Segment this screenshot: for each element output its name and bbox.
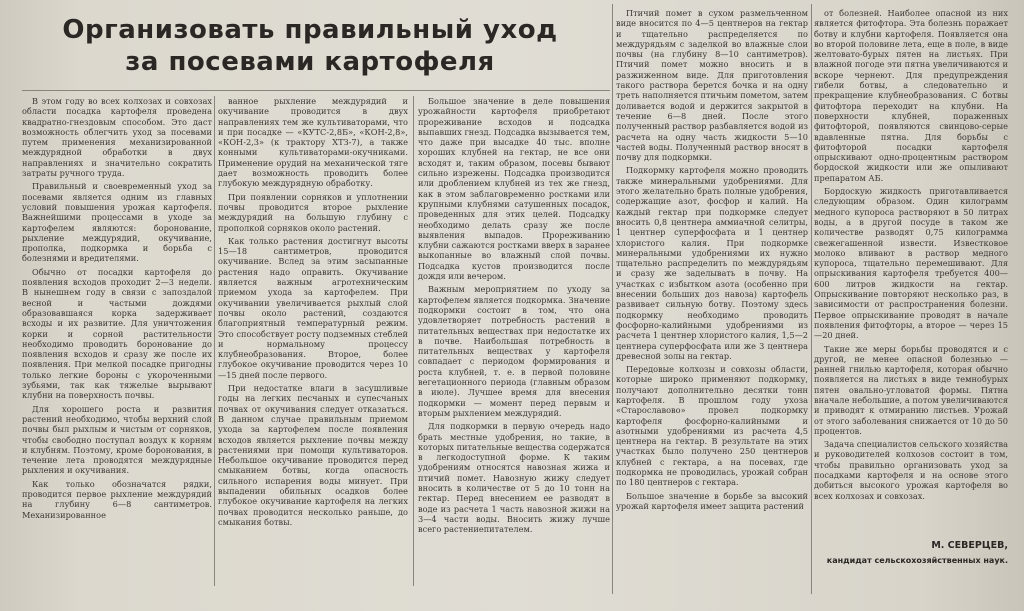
- col2-paragraph: При недостатке влаги в засушливые годы на легких песчаных и супесчаных почвах от окучивания следует отказаться. В данном случае правильным приемом ухода за картофелем после появления всходов является рыхление почвы между растениями при помощи культиваторов. Небольшое окучивание проводится перед смыканием ботвы, когда опасность сильного испарения воды минует. При выпадении обильных осадков более глубокое окучивание картофеля на легких почвах проводится несколько раньше, до смыкания ботвы.: [218, 383, 408, 527]
- col3-paragraph: Большое значение в деле повышения урожайности картофеля приобретают прореживание всходов и подсадка выпавших гнезд. Подсадка вызывается тем, что даже при высадке 40 тыс. вполне хороших клубней на гектар, не все они всходят и, таким образом, посевы бывают сильно изрежены. Подсадка производится или дроблением клубней из тех же гнезд, как в этом заблаговременно ростками или крупными клубнями сатушенных посадок, проведенных для этих целей. Подсадку необходимо делать сразу же после выявления выпадов. Прореживанию клубни сажаются ростками вверх в заранее выкопанные во влажный слой почвы. Подсадка кустов производится после дождя или вечером.: [418, 96, 610, 282]
- col2-paragraph: ванное рыхление междурядий и окучивание проводится в двух направлениях тем же культиваторами, что и при посадке — «КУТС-2,8Б», «КОН-2,8», «КОН-2,3» (к трактору ХТЗ-7), а также конными культиваторами-окучниками. Применение орудий на механической тяге дает возможность проводить более глубокую междурядную обработку.: [218, 96, 408, 189]
- column-rule-3: [612, 4, 613, 594]
- col2-paragraph: Как только растения достигнут высоты 15—18 сантиметров, проводится окучивание. Вслед за этим засыпанные растения надо оправить. Окучивание является важным агротехническим приемом ухода за картофелем. При окучивании увеличивается рыхлый слой почвы около растений, создаются благоприятный температурный режим. Это способствует росту подземных стеблей и нормальному процессу клубнеобразования. Второе, более глубокое окучивание проводится через 10—15 дней после первого.: [218, 235, 408, 380]
- article-column-2: [218, 96, 408, 586]
- col5-paragraph: Задача специалистов сельского хозяйства и руководителей колхозов состоит в том, чтобы правильно организовать уход за посадками картофеля и на основе этого добиться высокого урожая картофеля во всех колхозах и совхозах.: [814, 439, 1008, 501]
- col4-paragraph: Передовые колхозы и совхозы области, которые широко применяют подкормку, получают дополнительно десятки тонн картофеля. В прошлом году ухоза «Старославово» провел подкормку картофеля фосфорно-калийными и азотными удобрениями из расчета 4,5 центнера на гектар. В результате на этих участках было получено 250 центнеров клубней с гектара, а на посевах, где подкормка не проводилась, урожай собран по 180 центнеров с гектара.: [616, 364, 808, 488]
- col2-paragraph: При появлении сорняков и уплотнении почвы проводится второе рыхление междурядий на большую глубину с прополкой сорняков около растений.: [218, 191, 408, 233]
- headline-line-1: Организовать правильный уход: [62, 15, 558, 45]
- col5-paragraph: Такие же меры борьбы проводятся и с другой, не менее опасной болезнью — ранней гнилью картофеля, которая обычно появляется на листьях в виде темнобурых пятен овально-угловатой формы. Пятна вначале небольшие, а потом увеличиваются и приводят к отмиранию листьев. Урожай от этого заболевания снижается от 10 до 50 процентов.: [814, 343, 1008, 436]
- headline-line-2: за посевами картофеля: [125, 47, 495, 77]
- col1-paragraph: В этом году во всех колхозах и совхозах области посадка картофеля проведена квадратно-гнездовым способом. Это даст возможность облегчить уход за посевами путем применения механизированной междурядной обработки в двух направлениях и значительно сократить затраты ручного труда.: [22, 96, 212, 179]
- column-rule-4: [811, 4, 812, 594]
- col1-paragraph: Для хорошего роста и развития растений необходимо, чтобы верхний слой почвы был рыхлым и чистым от сорняков, чтобы свободно поступал воздух к корням и клубням. Поэтому, кроме боронования, в течение лета проводятся междурядные рыхления и окучивания.: [22, 403, 212, 476]
- col1-paragraph: Правильный и своевременный уход за посевами является одним из главных условий повышения урожая картофеля. Важнейшими процессами в уходе за картофелем являются: боронование, рыхление междурядий, окучивание, прополка, подкормка и борьба с болезнями и вредителями.: [22, 181, 212, 264]
- article-headline: [30, 14, 590, 78]
- col4-paragraph: Птичий помет в сухом размельченном виде вносится по 4—5 центнеров на гектар и тщательно распределяется по междурядьям с заделкой во влажные слои почвы (на глубину 8—10 сантиметров). Птичий помет можно вносить и в разжиженном виде. Для приготовления такого раствора берется бочка и на одну треть наполняется птичьим пометом, затем доливается водой и держится закрытой в течение 6—8 дней. После этого полученный раствор разбавляется водой из расчета на одну часть жидкости 5—10 частей воды. Полученный раствор вносят в почву для подкормки.: [616, 8, 808, 163]
- article-column-1: [22, 96, 212, 586]
- author-signature: М. СЕВЕРЦЕВ,: [931, 540, 1008, 551]
- headline-rule: [22, 90, 610, 91]
- col3-paragraph: Для подкормки в первую очередь надо брать местные удобрения, но такие, в которых питательные вещества содержатся в легкодоступной форме. К таким удобрениям относятся навозная жижа и птичий помет. Навозную жижу следует вносить в количестве от 5 до 10 тонн на гектар. Перед внесением ее разводят в воде из расчета 1 часть навозной жижи на 3—4 части воды. Вносить жижу лучше всего растениепитателем.: [418, 421, 610, 535]
- col3-paragraph: Важным мероприятием по уходу за картофелем является подкормка. Значение подкормки состоит в том, что она удовлетворяет потребность растений в питательных веществах при недостатке их в почве. Наибольшая потребность в питательных веществах у картофеля совпадает с периодом формирования и роста клубней, т. е. в первой половине вегетационного периода (главным образом в июле). Лучшее время для внесения подкормки — момент перед первым и вторым рыхлением междурядий.: [418, 284, 610, 418]
- col4-paragraph: Большое значение в борьбе за высокий урожай картофеля имеет защита растений: [616, 490, 808, 511]
- col5-paragraph: Бордоскую жидкость приготавливается следующим образом. Один килограмм медного купороса растворяют в 50 литрах воды, а в другой посуде в таком же количестве разводят 0,75 килограмма свежегашенной извести. Известковое молоко вливают в раствор медного купороса, тщательно перемешивают. Для опрыскивания картофеля требуется 400—600 литров жидкости на гектар. Опрыскивание повторяют несколько раз, в зависимости от распространения болезни. Первое опрыскивание проводят в начале появления фитофторы, а второе — через 15—20 дней.: [814, 186, 1008, 341]
- column-rule-2: [413, 96, 414, 586]
- author-title: кандидат сельскохозяйственных наук.: [826, 556, 1008, 565]
- article-column-5: [814, 8, 1008, 538]
- col1-paragraph: Как только обозначатся рядки, проводится первое рыхление междурядий на глубину 6—8 сантиметров. Механизированное: [22, 478, 212, 520]
- column-rule-1: [214, 96, 215, 586]
- col1-paragraph: Обычно от посадки картофеля до появления всходов проходит 2—3 недели. В нынешнем году в связи с запоздалой весной и частыми дождями образовавшаяся корка задерживает всходы и их развитие. Для уничтожения корки и сорной растительности необходимо проводить боронование до появления всходов и сразу же после их появления. При мелкой посадке пригодны только легкие бороны с укороченными зубьями, так как тяжелые вырывают клубни на поверхность почвы.: [22, 266, 212, 401]
- article-column-4: [616, 8, 808, 568]
- article-column-3: [418, 96, 610, 586]
- col4-paragraph: Подкормку картофеля можно проводить также минеральными удобрениями. Для этого желательно брать полные удобрения, содержащие азот, фосфор и калий. На каждый гектар при подкормке следует вносить 0,8 центнера аммиачной селитры, 1 центнер суперфосфата и 1 центнер хлористого калия. При подкормке минеральными удобрениями их нужно тщательно распределить по междурядьям и сразу же заделывать в почву. На участках с избытком азота (особенно при внесении больших доз навоза) картофель развивает сильную ботву. Поэтому здесь подкормку необходимо проводить фосфорно-калийными удобрениями из расчета 1 центнер хлористого калия, 1,5—2 центнера суперфосфата или же 3 центнера древесной золы на гектар.: [616, 165, 808, 361]
- col5-paragraph: от болезней. Наиболее опасной из них является фитофтора. Эта болезнь поражает ботву и клубни картофеля. Появляется она во второй половине лета, еще в поле, в виде желтовато-бурых пятен на листьях. При влажной погоде эти пятна увеличиваются и вскоре чернеют. Для предупреждения гибели ботвы, а следовательно и прекращение клубнеобразования. С ботвы фитофтора переходит на клубни. На поверхности клубней, пораженных фитофторой, появляются свинцово-серые вдавленные пятна. Для борьбы с фитофторой посадки картофеля опрыскивают одно-процентным раствором бордоской жидкости или же опыливают препаратом АБ.: [814, 8, 1008, 183]
